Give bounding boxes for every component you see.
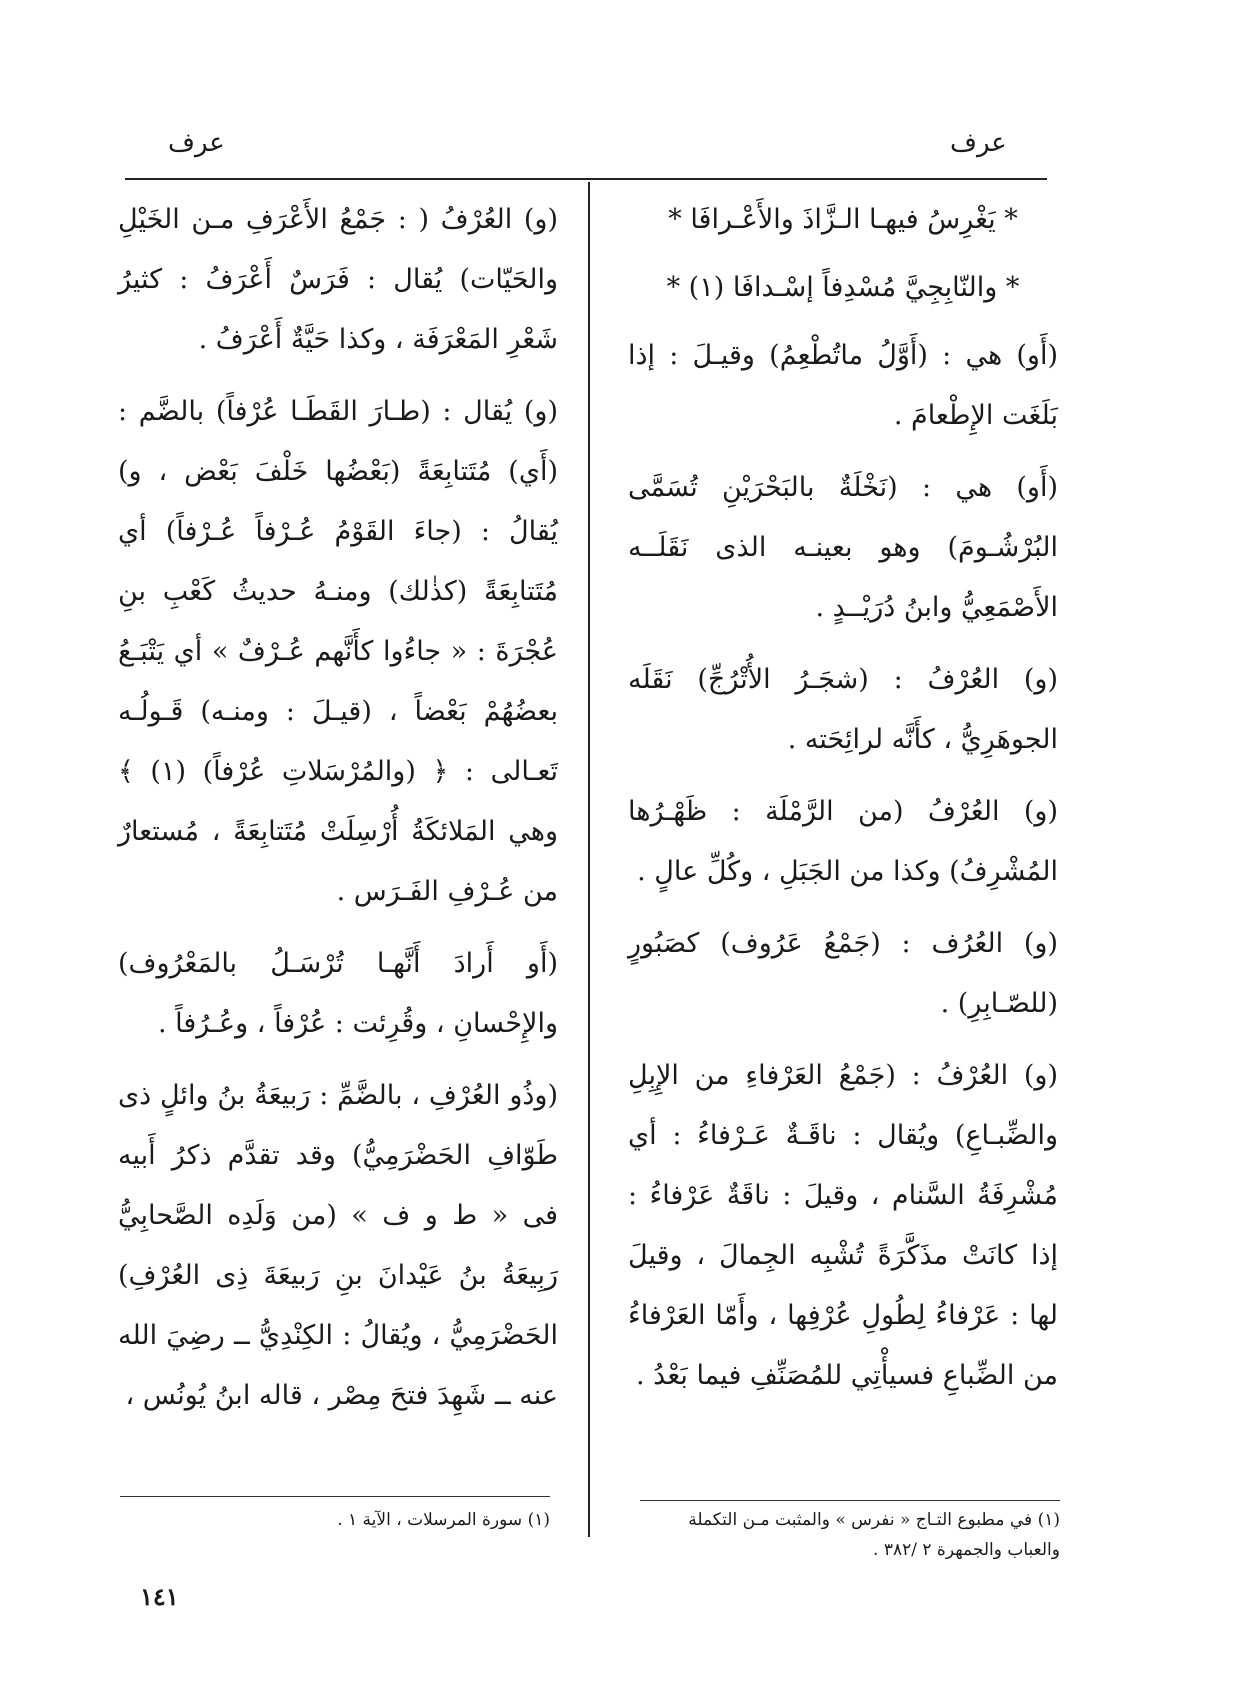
- entry-paragraph: (أَو أَرادَ أَنَّهـا تُرْسَـلُ بالمَعْرُوف) والإِحْسانِ ، وقُرِئت : عُرْفاً ، وعُـرُفاً .: [118, 948, 558, 1039]
- left-column: [118, 190, 558, 1438]
- footnote-rule-right: [640, 1500, 1060, 1501]
- header-word-right: عرف: [950, 128, 1007, 158]
- entry-paragraph: (أَو) هي : (نَخْلَةٌ بالبَحْرَيْنِ تُسَمَّى البُرْشُـومَ) وهو بعينـه الذى نَقَلَــه الأَصْمَعِيُّ وابنُ دُرَيْــدٍ .: [628, 472, 1058, 623]
- entry-paragraph: (و) العُرْفُ (من الرَّمْلَة : ظَهْـرُها المُشْرِفُ) وكذا من الجَبَلِ ، وكُلِّ عالٍ .: [628, 796, 1058, 887]
- entry-paragraph: (و) العُرُف : (جَمْعُ عَرُوف) كصَبُورٍ (للصّـابِرِ) .: [628, 928, 1058, 1019]
- verse-line-2: * والنّابِجِيَّ مُسْدِفاً إسْـدافَا (١) *: [666, 272, 1020, 303]
- column-divider: [588, 182, 590, 1537]
- footnote-rule-left: [120, 1496, 550, 1497]
- page-number: ١٤١: [140, 1582, 179, 1611]
- footnote-left: (١) سورة المرسلات ، الآية ١ .: [337, 1510, 550, 1530]
- entry-paragraph: (و) العُرْفُ ( : جَمْعُ الأَعْرَفِ مـن الخَيْلِ والحَيّات) يُقال : فَرَسٌ أَعْرَفُ : كثيرُ شَعْرِ المَعْرَفَة ، وكذا حَيَّةٌ أَعْرَفُ .: [118, 204, 558, 355]
- header-word-left: عرف: [168, 128, 225, 158]
- right-column: [628, 190, 1058, 1418]
- verse-line-1: * يَغْرِسُ فيهـا الـزَّاذَ والأَعْـرافَا *: [668, 204, 1018, 235]
- entry-paragraph: (و) العُرْفُ : (جَمْعُ العَرْفاءِ من الإِبِلِ والضِّبـاعِ) ويُقال : ناقَـةٌ عَـرْفاءُ : أي مُشْرِفَةُ السَّنام ، وقيلَ : ناقَةٌ عَرْفاءُ : إذا كانَتْ مذَكَّرَةً تُشْبِه الجِمالَ ، وقيلَ لها : عَرْفاءُ لِطُولِ عُرْفِها ، وأَمّا العَرْفاءُ من الضِّباعِ فسيأْتِي للمُصَنِّفِ فيما بَعْدُ .: [628, 1060, 1058, 1391]
- entry-paragraph: (و) العُرْفُ : (شجَـرُ الأُتْرُجِّ) نَقَلَه الجوهَرِيُّ ، كأَنَّه لرائِحَته .: [628, 664, 1058, 755]
- header-rule: [125, 178, 1047, 180]
- entry-paragraph: (أَو) هي : (أَوَّلُ ماتُطْعِمُ) وقيـلَ : إذا بَلَغَت الإِطْعامَ .: [628, 340, 1058, 431]
- entry-paragraph: (و) يُقال : (طـارَ القَطَـا عُرْفاً) بالضَّم : (أَي) مُتَتابِعَةً (بَعْضُها خَلْفَ بَعْض ، و) يُقالُ : (جاءَ القَوْمُ عُـرْفاً عُـرْفاً) أي مُتَتابِعَةً (كذٰلك) ومنـهُ حديثُ كَعْبِ بنِ عُجْرَةَ : « جاءُوا كأَنَّهم عُـرْفٌ » أي يَتْبَـعُ بعضُهُمْ بَعْضاً ، (قيـلَ : ومنـه) قَـولُـه تَعـالى : ﴿ (والمُرْسَلاتِ عُرْفاً) (١) ﴾ وهي المَلائكَةُ أُرْسِلَتْ مُتَتابِعَةً ، مُستعارٌ من عُـرْفِ الفَـرَس .: [118, 396, 559, 907]
- entry-paragraph: (وذُو العُرْفِ ، بالضَّمِّ : رَبيعَةُ بنُ وائلٍ ذى طَوّافِ الحَضْرَمِيُّ) وقد تقدَّم ذكرُ أَبيه فى « ط و ف » (من وَلَدِه الصَّحابِيُّ رَبِيعَةُ بنُ عَيْدانَ بنِ رَبيعَةَ ذِى العُرْفِ) الحَضْرَمِيُّ ، ويُقالُ : الكِنْدِيُّ ــ رضِيَ الله عنه ــ شَهِدَ فتحَ مِصْر ، قاله ابنُ يُونُس ،: [118, 1080, 558, 1411]
- footnote-right: (١) في مطبوع التـاج « نفرس » والمثبت مـن التكملة والعباب والجمهرة ٢ /٣٨٢ .: [688, 1510, 1060, 1560]
